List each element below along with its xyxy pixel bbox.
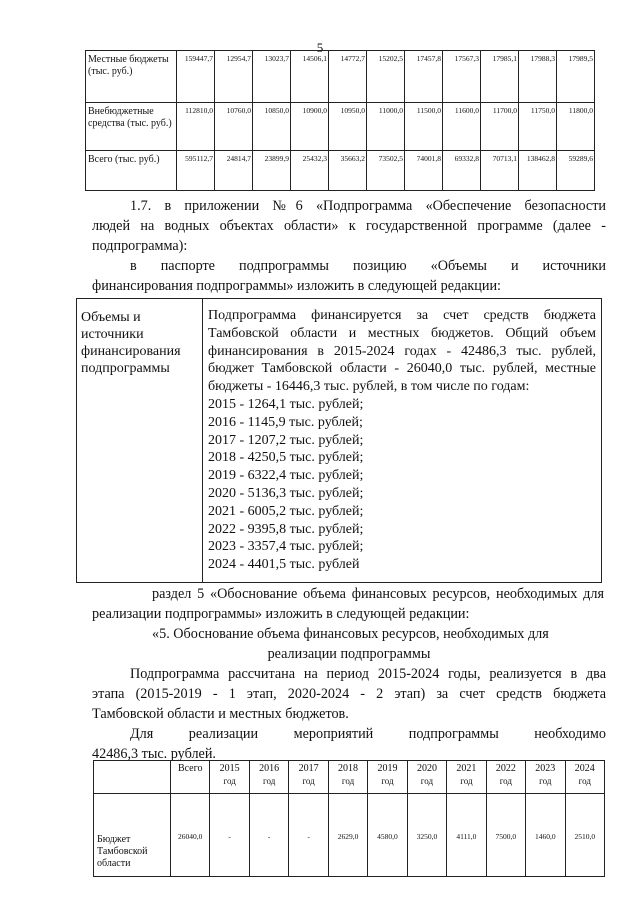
table-cell: 35663,2 [329,151,367,191]
table-cell: 10760,0 [215,103,253,151]
table-cell: 10950,0 [329,103,367,151]
header-total: Всего [171,761,210,794]
table-cell: 17988,3 [519,51,557,103]
header-empty-cell [94,761,171,794]
header-year-number: 2020 [416,763,437,774]
header-year-word: год [381,776,394,786]
header-year [526,761,565,794]
table-cell: 17989,5 [557,51,595,103]
passport-year-item: 2021 - 6005,2 тыс. рублей; [208,503,364,519]
section5-body-line4: Для реализации мероприятий подпрограммы необходимо [130,726,606,742]
table-cell: 7500,0 [486,794,525,877]
passport-year-list [208,396,596,574]
table-cell: 11700,0 [481,103,519,151]
table-cell: 73502,5 [367,151,405,191]
table-cell: - [210,794,249,877]
table-row [86,151,595,191]
table-cell: 11800,0 [557,103,595,151]
row-label: Всего (тыс. руб.) [86,151,177,191]
table-cell: 159447,7 [177,51,215,103]
paragraph-1-7-line1: 1.7. в приложении №6 «Подпрограмма «Обеспечение безопасности [130,198,606,214]
header-year-number: 2022 [495,763,516,774]
header-year-word: год [420,776,434,786]
header-year [407,761,446,794]
table-cell: 59289,6 [557,151,595,191]
table-cell: 13023,7 [253,51,291,103]
table-cell: 11750,0 [519,103,557,151]
passport-description: Подпрограмма финансируется за счет средств бюджета Тамбовской области и местных бюджетов. Общий объем финансирования в 2015-2024 годах - 42486,3 тыс. рублей, бюджет Тамбовской области - 26040,0 тыс. рублей, местные бюджеты - 16446,3 тыс. рублей, в том числе по годам: [208,308,596,395]
table-cell: 11600,0 [443,103,481,151]
row-label: Внебюджетные средства (тыс. руб.) [86,103,177,151]
header-year-number: 2016 [259,763,280,774]
section5-heading-line2: реализации подпрограммы [267,646,431,662]
header-year [249,761,288,794]
header-year-number: 2019 [377,763,398,774]
header-year-word: год [223,776,236,786]
header-year-word: год [578,776,591,786]
table-cell: 26040,0 [171,794,210,877]
table-cell: 25432,3 [291,151,329,191]
passport-table [76,298,602,583]
table-row [94,794,605,877]
table-cell: 3250,0 [407,794,446,877]
table-cell: 74001,8 [405,151,443,191]
section5-intro-line1: раздел 5 «Обоснование объема финансовых ресурсов, необходимых для [152,586,604,602]
header-year-word: год [460,776,473,786]
passport-right-cell [203,299,602,583]
section5-body-line2: этапа (2015-2019 - 1 этап, 2020-2024 - 2 этап) за счет средств бюджета [92,686,606,702]
section5-body-line3: Тамбовской области и местных бюджетов. [92,706,349,722]
row-label: Местные бюджеты (тыс. руб.) [86,51,177,103]
table-header-row [94,761,605,794]
row-label: Бюджет Тамбовской области [94,794,171,877]
table-cell: - [249,794,288,877]
table-cell: 10900,0 [291,103,329,151]
section5-heading-line1: «5. Обоснование объема финансовых ресурсов, необходимых для [152,626,549,642]
passport-year-item: 2020 - 5136,3 тыс. рублей; [208,485,364,501]
header-year-number: 2024 [574,763,595,774]
table-cell: 595112,7 [177,151,215,191]
table-cell: 17985,1 [481,51,519,103]
passport-year-item: 2017 - 1207,2 тыс. рублей; [208,432,364,448]
header-year [289,761,328,794]
header-year [328,761,367,794]
header-year-number: 2018 [338,763,359,774]
header-year-word: год [499,776,512,786]
table-cell: 24814,7 [215,151,253,191]
table-cell: 2510,0 [565,794,604,877]
header-year [447,761,486,794]
section5-intro-line2: реализации подпрограммы» изложить в следующей редакции: [92,606,470,622]
paragraph-passport-line1: в паспорте подпрограммы позицию «Объемы и источники [130,258,606,274]
passport-year-item: 2015 - 1264,1 тыс. рублей; [208,396,364,412]
table-cell: 69332,8 [443,151,481,191]
header-year-number: 2023 [535,763,556,774]
table-row [86,103,595,151]
table-cell: 23899,9 [253,151,291,191]
header-year-number: 2015 [219,763,240,774]
passport-left-cell: Объемы и источники финансирования подпрограммы [77,299,203,583]
table-cell: 138462,8 [519,151,557,191]
table-cell: 17457,8 [405,51,443,103]
header-year-word: год [262,776,276,786]
page-number: 5 [316,40,324,55]
table-cell: 112810,0 [177,103,215,151]
passport-year-item: 2023 - 3357,4 тыс. рублей; [208,539,364,555]
section5-body-line1: Подпрограмма рассчитана на период 2015-2024 годы, реализуется в два [130,666,606,682]
header-year [565,761,604,794]
paragraph-1-7-line2: людей на водных объектах области» к государственной программе (далее - [92,218,606,234]
header-year [368,761,407,794]
passport-year-item: 2024 - 4401,5 тыс. рублей [208,557,360,573]
header-year [210,761,249,794]
header-year-word: год [341,776,355,786]
header-year-word: год [539,776,552,786]
table-cell: 14772,7 [329,51,367,103]
section5-body-line5: 42486,3 тыс. рублей. [92,746,216,762]
funding-table-bottom [93,760,605,877]
passport-year-item: 2019 - 6322,4 тыс. рублей; [208,468,364,484]
table-cell: 11000,0 [367,103,405,151]
header-year [486,761,525,794]
table-cell: - [289,794,328,877]
table-cell: 2629,0 [328,794,367,877]
table-cell: 4580,0 [368,794,407,877]
table-cell: 17567,3 [443,51,481,103]
table-row [86,51,595,103]
header-year-number: 2021 [456,763,477,774]
table-cell: 15202,5 [367,51,405,103]
passport-year-item: 2022 - 9395,8 тыс. рублей; [208,521,364,537]
table-cell: 70713,1 [481,151,519,191]
passport-year-item: 2016 - 1145,9 тыс. рублей; [208,414,363,430]
table-cell: 4111,0 [447,794,486,877]
table-cell: 12954,7 [215,51,253,103]
paragraph-1-7-line3: подпрограмма): [92,238,188,254]
table-cell: 1460,0 [526,794,565,877]
header-year-word: год [302,776,315,786]
paragraph-passport-line2: финансирования подпрограммы» изложить в следующей редакции: [92,278,501,294]
header-year-number: 2017 [298,763,319,774]
table-cell: 10850,0 [253,103,291,151]
funding-table-top [85,50,595,191]
table-cell: 14506,1 [291,51,329,103]
passport-year-item: 2018 - 4250,5 тыс. рублей; [208,450,364,466]
table-cell: 11500,0 [405,103,443,151]
